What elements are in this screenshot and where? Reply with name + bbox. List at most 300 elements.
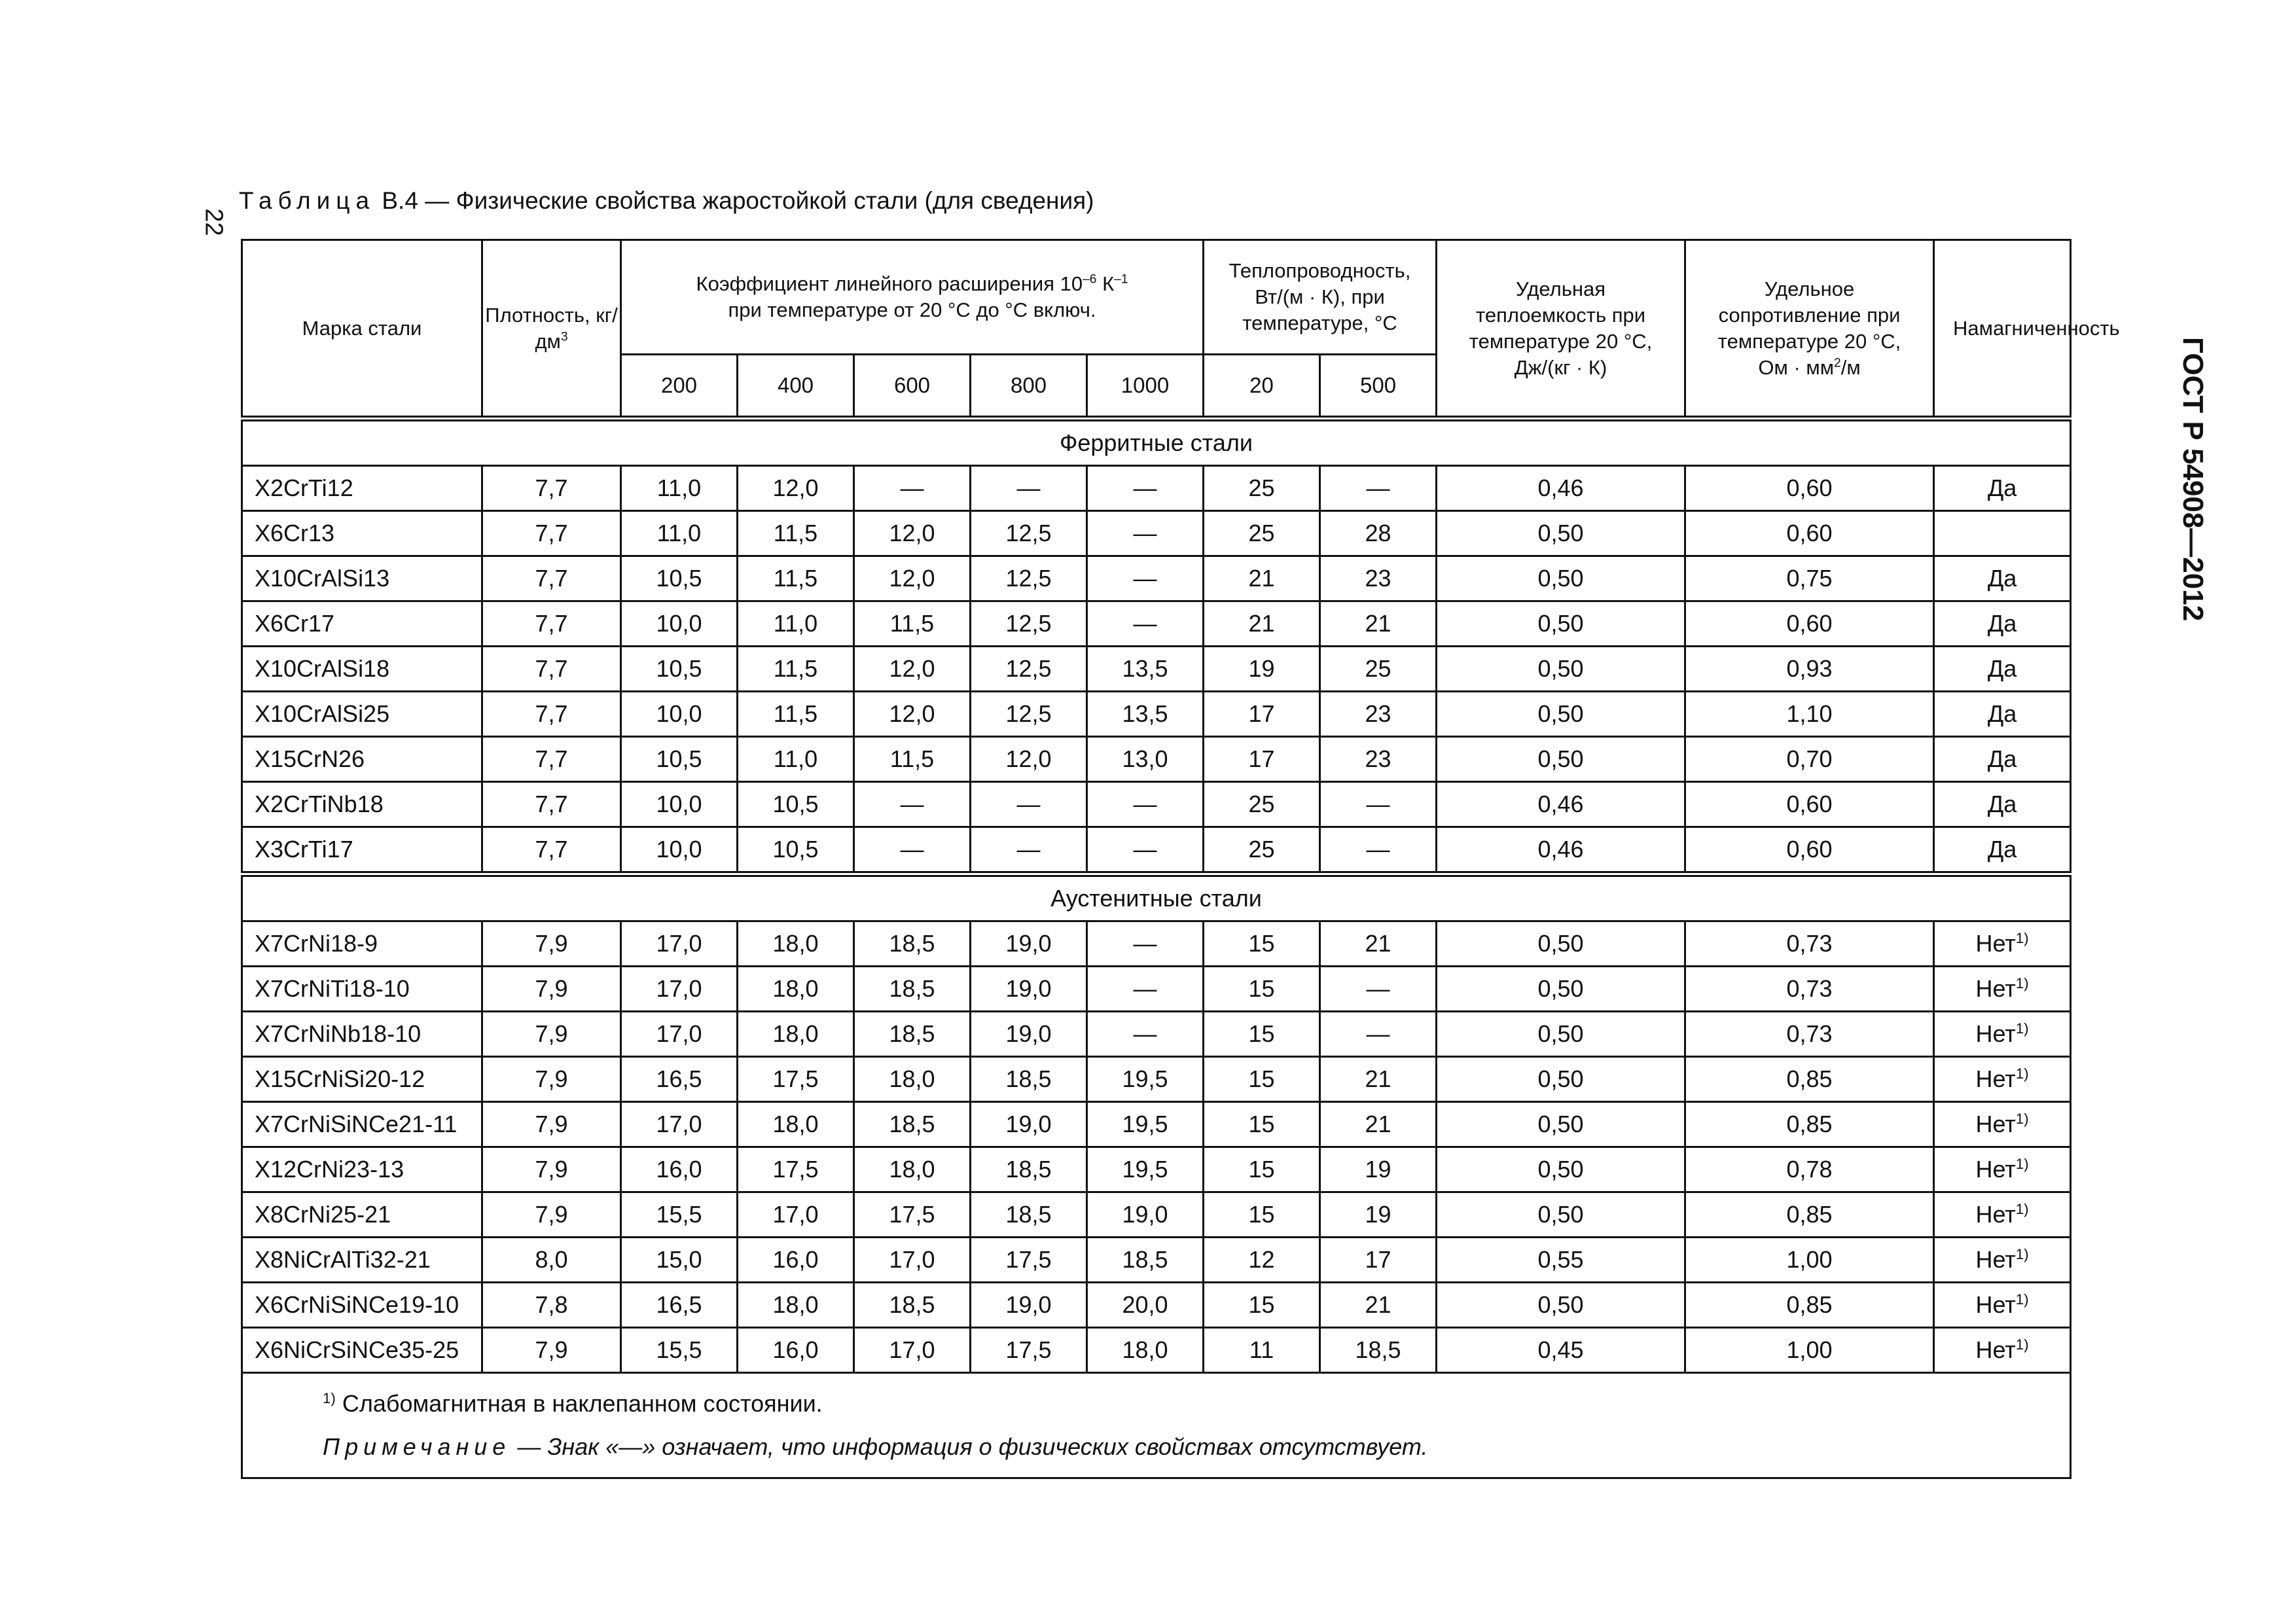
magnetism-value: Нет <box>1975 1156 2016 1183</box>
table-row <box>242 827 2071 874</box>
value-cell: 18,0 <box>1087 1328 1204 1373</box>
value-cell: 0,60 <box>1685 601 1934 647</box>
value-cell: 17,0 <box>621 1102 738 1147</box>
value-cell: 1,10 <box>1685 692 1934 737</box>
value-cell: 11,5 <box>738 692 854 737</box>
table-row <box>242 921 2071 967</box>
value-cell: 7,7 <box>482 466 621 511</box>
header-expansion-exp2: –1 <box>1114 272 1128 287</box>
value-cell: 0,46 <box>1437 466 1685 511</box>
magnetism-cell <box>1934 1238 2071 1283</box>
value-cell: 7,9 <box>482 1057 621 1102</box>
value-cell: 0,78 <box>1685 1147 1934 1192</box>
table-row <box>242 1328 2071 1373</box>
value-cell: 12,5 <box>971 692 1087 737</box>
magnetism-value: Нет <box>1975 1201 2016 1228</box>
value-cell: 11 <box>1204 1328 1320 1373</box>
value-cell: 0,50 <box>1437 1147 1685 1192</box>
magnetism-cell <box>1934 827 2071 874</box>
value-cell: 18,0 <box>854 1057 971 1102</box>
value-cell: 11,5 <box>738 556 854 601</box>
value-cell: 12,0 <box>971 737 1087 782</box>
value-cell: 1,00 <box>1685 1238 1934 1283</box>
value-cell: 18,0 <box>738 1012 854 1057</box>
value-cell: 7,9 <box>482 1328 621 1373</box>
table-row <box>242 1057 2071 1102</box>
value-cell: — <box>854 466 971 511</box>
steel-grade-cell: X15CrNiSi20-12 <box>242 1057 482 1102</box>
value-cell: 0,70 <box>1685 737 1934 782</box>
value-cell: 20,0 <box>1087 1283 1204 1328</box>
value-cell: 12,0 <box>854 511 971 556</box>
table-row <box>242 1238 2071 1283</box>
value-cell: 7,9 <box>482 921 621 967</box>
value-cell: 15,5 <box>621 1192 738 1238</box>
value-cell: 18,5 <box>971 1057 1087 1102</box>
value-cell: — <box>1087 921 1204 967</box>
footnote-ref: 1) <box>2015 1111 2029 1127</box>
table-row <box>242 601 2071 647</box>
value-cell: 11,5 <box>738 511 854 556</box>
magnetism-cell <box>1934 1192 2071 1238</box>
magnetism-cell <box>1934 466 2071 511</box>
value-cell: 12 <box>1204 1238 1320 1283</box>
value-cell: 25 <box>1204 782 1320 827</box>
value-cell: 13,5 <box>1087 692 1204 737</box>
value-cell: 12,0 <box>854 692 971 737</box>
value-cell: — <box>1087 782 1204 827</box>
note-text: — Знак «—» означает, что информация о физических свойствах отсутствует. <box>511 1433 1428 1460</box>
magnetism-cell <box>1934 692 2071 737</box>
value-cell: 18,5 <box>854 1283 971 1328</box>
value-cell: 16,5 <box>621 1283 738 1328</box>
value-cell: — <box>971 827 1087 874</box>
value-cell: — <box>854 782 971 827</box>
value-cell: 0,75 <box>1685 556 1934 601</box>
magnetism-value: Нет <box>1975 930 2016 957</box>
value-cell: 7,7 <box>482 692 621 737</box>
value-cell: 17 <box>1204 692 1320 737</box>
table-row <box>242 556 2071 601</box>
value-cell: 0,50 <box>1437 1012 1685 1057</box>
table-row <box>242 967 2071 1012</box>
value-cell: 15 <box>1204 1012 1320 1057</box>
value-cell: — <box>854 827 971 874</box>
magnetism-value: Да <box>1987 836 2017 863</box>
value-cell: 12,5 <box>971 647 1087 692</box>
header-expansion <box>621 240 1204 355</box>
value-cell: 0,60 <box>1685 782 1934 827</box>
steel-grade-cell: X2CrTiNb18 <box>242 782 482 827</box>
value-cell: 12,5 <box>971 601 1087 647</box>
value-cell: 7,7 <box>482 782 621 827</box>
value-cell: 17,0 <box>854 1238 971 1283</box>
magnetism-cell <box>1934 1147 2071 1192</box>
value-cell: 7,7 <box>482 601 621 647</box>
footnote-ref: 1) <box>2015 1246 2029 1262</box>
header-resistivity-b: /м <box>1840 355 1861 379</box>
magnetism-cell <box>1934 556 2071 601</box>
value-cell: 16,0 <box>738 1328 854 1373</box>
value-cell: 17,0 <box>621 921 738 967</box>
value-cell: — <box>1087 601 1204 647</box>
value-cell: 10,5 <box>621 647 738 692</box>
value-cell: 21 <box>1320 1283 1437 1328</box>
magnetism-value: Да <box>1987 791 2017 817</box>
value-cell: 13,0 <box>1087 737 1204 782</box>
value-cell: 12,0 <box>738 466 854 511</box>
value-cell: 17,0 <box>621 967 738 1012</box>
value-cell: 18,5 <box>854 1102 971 1147</box>
table-footer <box>242 1373 2071 1478</box>
value-cell: 11,0 <box>738 601 854 647</box>
value-cell: 25 <box>1204 466 1320 511</box>
footnote-ref: 1) <box>2015 930 2029 946</box>
cond-temp-20: 20 <box>1204 355 1320 419</box>
value-cell: — <box>1320 782 1437 827</box>
value-cell: 18,0 <box>738 1283 854 1328</box>
value-cell: 12,5 <box>971 511 1087 556</box>
value-cell: 0,85 <box>1685 1102 1934 1147</box>
value-cell: 0,55 <box>1437 1238 1685 1283</box>
value-cell: — <box>1320 967 1437 1012</box>
table-row <box>242 782 2071 827</box>
magnetism-cell <box>1934 601 2071 647</box>
magnetism-cell <box>1934 737 2071 782</box>
value-cell: 11,0 <box>621 466 738 511</box>
steel-grade-cell: X7CrNi18-9 <box>242 921 482 967</box>
value-cell: 25 <box>1204 827 1320 874</box>
header-grade: Марка стали <box>242 240 482 419</box>
steel-grade-cell: X7CrNiSiNCe21-11 <box>242 1102 482 1147</box>
group-row <box>242 874 2071 921</box>
value-cell: 15 <box>1204 1283 1320 1328</box>
value-cell: 25 <box>1204 511 1320 556</box>
exp-temp-600: 600 <box>854 355 971 419</box>
exp-temp-200: 200 <box>621 355 738 419</box>
value-cell: 0,45 <box>1437 1328 1685 1373</box>
value-cell: — <box>1087 967 1204 1012</box>
value-cell: 11,0 <box>621 511 738 556</box>
steel-grade-cell: X15CrN26 <box>242 737 482 782</box>
magnetism-value: Нет <box>1975 1111 2016 1137</box>
value-cell: 19,0 <box>971 1102 1087 1147</box>
footnote-ref: 1) <box>2015 1336 2029 1353</box>
value-cell: 0,50 <box>1437 692 1685 737</box>
value-cell: 17,5 <box>854 1192 971 1238</box>
steel-grade-cell: X12CrNi23-13 <box>242 1147 482 1192</box>
steel-grade-cell: X6NiCrSiNCe35-25 <box>242 1328 482 1373</box>
value-cell: 12,5 <box>971 556 1087 601</box>
footnote-ref: 1) <box>2015 975 2029 991</box>
value-cell: 10,0 <box>621 601 738 647</box>
value-cell: 0,50 <box>1437 601 1685 647</box>
value-cell: 0,85 <box>1685 1057 1934 1102</box>
value-cell: 7,7 <box>482 511 621 556</box>
value-cell: 0,50 <box>1437 737 1685 782</box>
value-cell: 7,9 <box>482 1012 621 1057</box>
caption-label: Таблица <box>239 187 376 214</box>
value-cell: — <box>1087 556 1204 601</box>
value-cell: 10,5 <box>738 782 854 827</box>
value-cell: 0,50 <box>1437 1192 1685 1238</box>
value-cell: 17,0 <box>854 1328 971 1373</box>
header-expansion-exp: –6 <box>1083 272 1097 287</box>
value-cell: 1,00 <box>1685 1328 1934 1373</box>
value-cell: 19,0 <box>971 1283 1087 1328</box>
value-cell: 18,0 <box>738 1102 854 1147</box>
value-cell: 18,5 <box>1087 1238 1204 1283</box>
table-row <box>242 466 2071 511</box>
table-row <box>242 737 2071 782</box>
header-expansion-b: К <box>1096 272 1115 295</box>
magnetism-value: Нет <box>1975 1291 2016 1318</box>
table-row <box>242 1192 2071 1238</box>
value-cell: 18,0 <box>738 921 854 967</box>
header-expansion-a: Коэффициент линейного расширения 10 <box>696 272 1083 295</box>
magnetism-value: Нет <box>1975 1246 2016 1273</box>
magnetism-cell <box>1934 1012 2071 1057</box>
value-cell: 18,5 <box>1320 1328 1437 1373</box>
value-cell: 12,0 <box>854 647 971 692</box>
value-cell: 15 <box>1204 1057 1320 1102</box>
value-cell: 0,73 <box>1685 1012 1934 1057</box>
value-cell: 16,0 <box>738 1238 854 1283</box>
magnetism-value: Нет <box>1975 1020 2016 1047</box>
caption-title: — Физические свойства жаростойкой стали (для сведения) <box>425 187 1094 214</box>
value-cell: 18,5 <box>854 921 971 967</box>
value-cell: 7,9 <box>482 967 621 1012</box>
magnetism-cell <box>1934 782 2071 827</box>
value-cell: 0,50 <box>1437 556 1685 601</box>
value-cell: 19 <box>1320 1192 1437 1238</box>
group-row <box>242 419 2071 466</box>
value-cell: 19,0 <box>971 1012 1087 1057</box>
value-cell: 10,0 <box>621 782 738 827</box>
value-cell: 21 <box>1320 1057 1437 1102</box>
header-expansion-c: при температуре от 20 °С до °С включ. <box>728 298 1096 321</box>
value-cell: — <box>1320 1012 1437 1057</box>
value-cell: 15 <box>1204 1102 1320 1147</box>
group-title: Ферритные стали <box>242 419 2071 466</box>
table-row <box>242 647 2071 692</box>
note-label: Примечание <box>323 1433 511 1460</box>
value-cell: 15 <box>1204 1147 1320 1192</box>
magnetism-cell <box>1934 967 2071 1012</box>
value-cell: 11,5 <box>738 647 854 692</box>
magnetism-cell <box>1934 1283 2071 1328</box>
value-cell: 7,9 <box>482 1192 621 1238</box>
value-cell: 19,5 <box>1087 1102 1204 1147</box>
magnetism-value: Нет <box>1975 1065 2016 1092</box>
value-cell: 23 <box>1320 737 1437 782</box>
value-cell: 0,85 <box>1685 1192 1934 1238</box>
value-cell: 0,46 <box>1437 827 1685 874</box>
value-cell: 15 <box>1204 1192 1320 1238</box>
footnote-ref: 1) <box>2015 1201 2029 1217</box>
value-cell: 8,0 <box>482 1238 621 1283</box>
page-number: 22 <box>200 208 228 236</box>
value-cell: 10,0 <box>621 692 738 737</box>
value-cell: 19 <box>1204 647 1320 692</box>
footnote-text: Слабомагнитная в наклепанном состоянии. <box>335 1390 823 1417</box>
value-cell: 0,50 <box>1437 921 1685 967</box>
table-caption <box>239 187 1094 215</box>
steel-grade-cell: X8NiCrAlTi32-21 <box>242 1238 482 1283</box>
value-cell: 18,0 <box>738 967 854 1012</box>
value-cell: 11,5 <box>854 601 971 647</box>
table-row <box>242 1147 2071 1192</box>
cond-temp-500: 500 <box>1320 355 1437 419</box>
header-conductivity: Теплопроводность, Вт/(м · К), при температуре, °С <box>1204 240 1437 355</box>
group-title: Аустенитные стали <box>242 874 2071 921</box>
value-cell: 21 <box>1204 556 1320 601</box>
value-cell: 0,93 <box>1685 647 1934 692</box>
value-cell: 0,50 <box>1437 511 1685 556</box>
value-cell: 7,8 <box>482 1283 621 1328</box>
value-cell: 0,50 <box>1437 1102 1685 1147</box>
value-cell: 11,5 <box>854 737 971 782</box>
table-row <box>242 1012 2071 1057</box>
value-cell: 11,0 <box>738 737 854 782</box>
value-cell: 15 <box>1204 967 1320 1012</box>
properties-table <box>241 239 2120 1479</box>
value-cell: 17,5 <box>738 1147 854 1192</box>
value-cell: 23 <box>1320 556 1437 601</box>
value-cell: 18,5 <box>854 1012 971 1057</box>
value-cell: 21 <box>1320 601 1437 647</box>
value-cell: 19,0 <box>971 921 1087 967</box>
value-cell: 12,0 <box>854 556 971 601</box>
value-cell: 13,5 <box>1087 647 1204 692</box>
value-cell: 15 <box>1204 921 1320 967</box>
header-density <box>482 240 621 419</box>
value-cell: 0,85 <box>1685 1283 1934 1328</box>
steel-grade-cell: X10CrAlSi25 <box>242 692 482 737</box>
value-cell: 0,60 <box>1685 511 1934 556</box>
value-cell: — <box>1087 1012 1204 1057</box>
footnote-ref: 1) <box>2015 1156 2029 1172</box>
value-cell: 0,73 <box>1685 967 1934 1012</box>
value-cell: — <box>1320 827 1437 874</box>
magnetism-cell <box>1934 1328 2071 1373</box>
header-magnetism: Намагниченность <box>1934 240 2071 419</box>
value-cell: 0,50 <box>1437 647 1685 692</box>
value-cell: 17,0 <box>621 1012 738 1057</box>
value-cell: 17 <box>1320 1238 1437 1283</box>
value-cell: 0,73 <box>1685 921 1934 967</box>
steel-grade-cell: X10CrAlSi13 <box>242 556 482 601</box>
value-cell: 18,5 <box>971 1192 1087 1238</box>
value-cell: — <box>1320 466 1437 511</box>
value-cell: 19 <box>1320 1147 1437 1192</box>
value-cell: 21 <box>1204 601 1320 647</box>
magnetism-cell <box>1934 647 2071 692</box>
value-cell: 0,50 <box>1437 1283 1685 1328</box>
footnote <box>243 1382 2070 1425</box>
value-cell: 18,0 <box>854 1147 971 1192</box>
steel-grade-cell: X8CrNi25-21 <box>242 1192 482 1238</box>
value-cell: 7,9 <box>482 1147 621 1192</box>
value-cell: 19,5 <box>1087 1057 1204 1102</box>
exp-temp-400: 400 <box>738 355 854 419</box>
value-cell: 16,5 <box>621 1057 738 1102</box>
value-cell: — <box>971 782 1087 827</box>
table-footer-row <box>242 1373 2071 1478</box>
value-cell: 17,0 <box>738 1192 854 1238</box>
magnetism-cell <box>1934 921 2071 967</box>
magnetism-value: Да <box>1987 655 2017 682</box>
table-note <box>243 1425 2070 1469</box>
value-cell: — <box>1087 466 1204 511</box>
table-row <box>242 692 2071 737</box>
value-cell: 21 <box>1320 1102 1437 1147</box>
value-cell: 19,5 <box>1087 1147 1204 1192</box>
steel-grade-cell: X7CrNiTi18-10 <box>242 967 482 1012</box>
table-row <box>242 1102 2071 1147</box>
steel-grade-cell: X10CrAlSi18 <box>242 647 482 692</box>
footnote-marker: 1) <box>323 1390 336 1406</box>
value-cell: — <box>1087 511 1204 556</box>
steel-grade-cell: X2CrTi12 <box>242 466 482 511</box>
value-cell: 10,5 <box>738 827 854 874</box>
header-resistivity-a: Удельное сопротивление при температуре 20 °С, Ом · мм <box>1717 277 1901 379</box>
steel-grade-cell: X6Cr13 <box>242 511 482 556</box>
magnetism-value: Нет <box>1975 975 2016 1002</box>
magnetism-cell <box>1934 511 2071 556</box>
magnetism-cell <box>1934 1102 2071 1147</box>
steel-grade-cell: X6Cr17 <box>242 601 482 647</box>
value-cell: 10,5 <box>621 737 738 782</box>
caption-number: В.4 <box>382 187 418 214</box>
header-density-sup: 3 <box>560 330 568 344</box>
value-cell: 0,60 <box>1685 827 1934 874</box>
steel-grade-cell: X3CrTi17 <box>242 827 482 874</box>
exp-temp-800: 800 <box>971 355 1087 419</box>
value-cell: 0,50 <box>1437 1057 1685 1102</box>
magnetism-value: Да <box>1987 745 2017 772</box>
magnetism-value: Да <box>1987 610 2017 637</box>
header-heat-capacity: Удельная теплоемкость при температуре 20 °С, Дж/(кг · К) <box>1437 240 1685 419</box>
table-row <box>242 511 2071 556</box>
value-cell: 7,7 <box>482 556 621 601</box>
value-cell: 10,0 <box>621 827 738 874</box>
value-cell: 18,5 <box>971 1147 1087 1192</box>
value-cell: — <box>1087 827 1204 874</box>
footnote-ref: 1) <box>2015 1065 2029 1082</box>
value-cell: 7,7 <box>482 827 621 874</box>
value-cell: 10,5 <box>621 556 738 601</box>
value-cell: 21 <box>1320 921 1437 967</box>
exp-temp-1000: 1000 <box>1087 355 1204 419</box>
value-cell: 15,5 <box>621 1328 738 1373</box>
value-cell: 7,7 <box>482 737 621 782</box>
footnote-ref: 1) <box>2015 1291 2029 1308</box>
footnote-ref: 1) <box>2015 1020 2029 1037</box>
magnetism-value: Да <box>1987 700 2017 727</box>
table-row <box>242 1283 2071 1328</box>
value-cell: 7,7 <box>482 647 621 692</box>
value-cell: 19,0 <box>971 967 1087 1012</box>
steel-grade-cell: X7CrNiNb18-10 <box>242 1012 482 1057</box>
magnetism-cell <box>1934 1057 2071 1102</box>
document-id: ГОСТ Р 54908—2012 <box>2177 337 2209 622</box>
value-cell: 18,5 <box>854 967 971 1012</box>
value-cell: 19,0 <box>1087 1192 1204 1238</box>
magnetism-value: Нет <box>1975 1336 2016 1363</box>
value-cell: 7,9 <box>482 1102 621 1147</box>
header-resistivity-sup: 2 <box>1834 356 1841 370</box>
